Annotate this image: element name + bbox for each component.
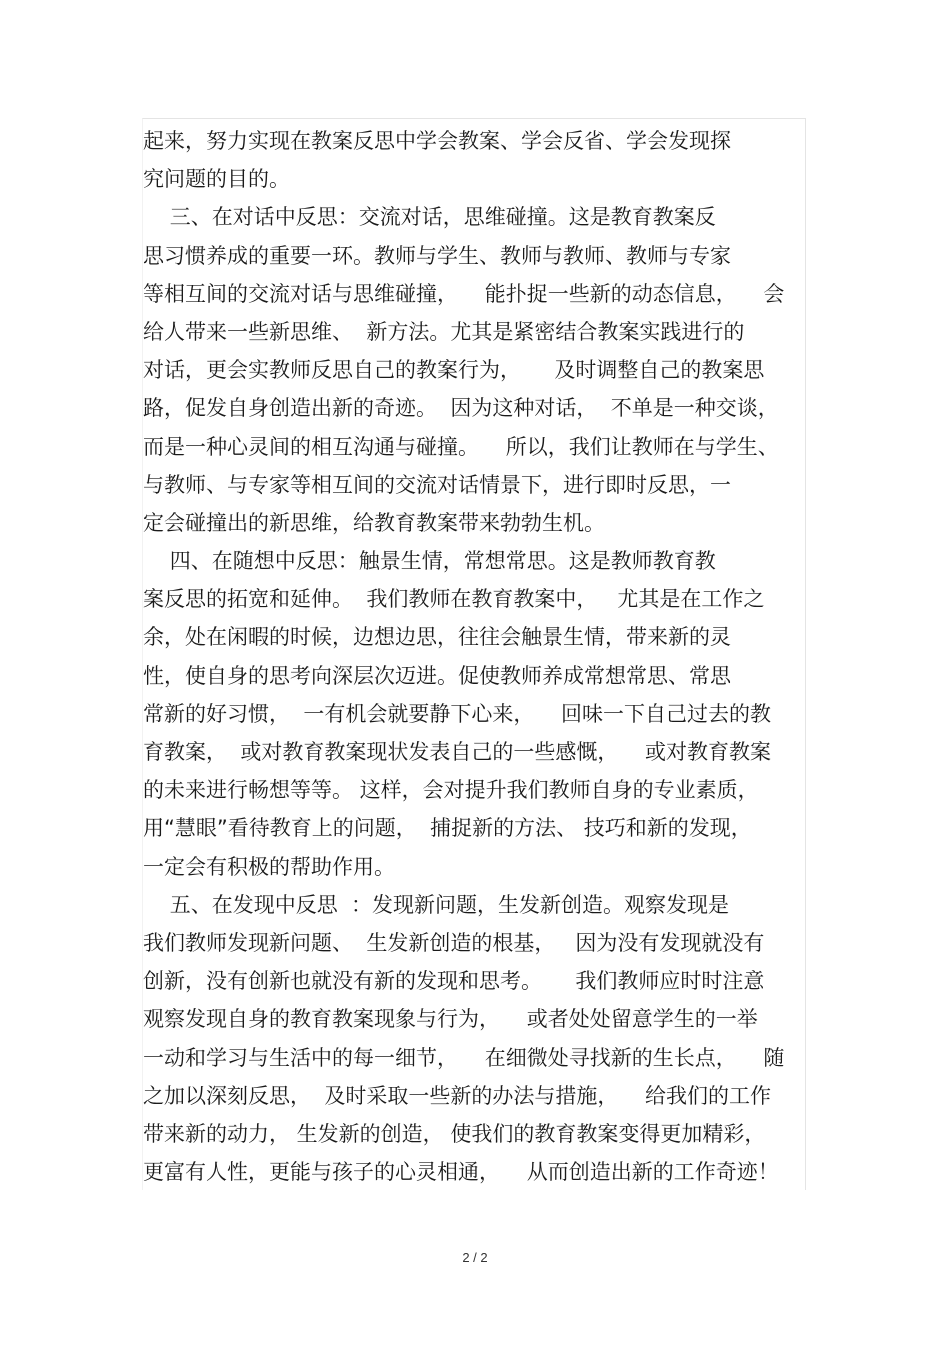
text-line: 对话，更会实教师反思自己的教案行为， 及时调整自己的教案思 (143, 358, 765, 383)
text-line: 而是一种心灵间的相互沟通与碰撞。 所以，我们让教师在与学生、 (143, 434, 779, 459)
text-line: 创新，没有创新也就没有新的发现和思考。 我们教师应时时注意 (143, 969, 765, 994)
text-line: 案反思的拓宽和延伸。 我们教师在教育教案中， 尤其是在工作之 (143, 587, 765, 612)
text-line: 等相互间的交流对话与思维碰撞， 能扑捉一些新的动态信息， 会 (143, 281, 785, 306)
text-line: 带来新的动力， 生发新的创造， 使我们的教育教案变得更加精彩， (143, 1121, 766, 1146)
text-line: 之加以深刻反思， 及时采取一些新的办法与措施， 给我们的工作 (143, 1083, 772, 1108)
text-line: 给人带来一些新思维、 新方法。尤其是紧密结合教案实践进行的 (143, 319, 745, 344)
text-line: 究问题的目的。 (143, 167, 290, 192)
text-line: 余，处在闲暇的时候，边想边思，往往会触景生情，带来新的灵 (143, 625, 731, 650)
text-line: 路，促发自身创造出新的奇迹。 因为这种对话， 不单是一种交谈， (143, 396, 779, 421)
text-line: 定会碰撞出的新思维，给教育教案带来勃勃生机。 (143, 510, 605, 535)
text-line: 的未来进行畅想等等。 这样，会对提升我们教师自身的专业素质， (143, 778, 759, 803)
page-number: 2 / 2 (462, 1250, 488, 1265)
text-line: 我们教师发现新问题、 生发新创造的根基， 因为没有发现就没有 (143, 930, 765, 955)
text-line: 一动和学习与生活中的每一细节， 在细微处寻找新的生长点， 随 (143, 1045, 785, 1070)
document-body (143, 122, 805, 1191)
text-line: 与教师、与专家等相互间的交流对话情景下，进行即时反思，一 (143, 472, 731, 497)
paragraph-heading-line: 三、在对话中反思：交流对话，思维碰撞。这是教育教案反 (143, 205, 716, 230)
text-line: 用“慧眼”看待教育上的问题， 捕捉新的方法、 技巧和新的发现， (143, 816, 752, 841)
text-line: 起来，努力实现在教案反思中学会教案、学会反省、学会发现探 (143, 129, 731, 153)
text-line: 一定会有积极的帮助作用。 (143, 854, 395, 879)
paragraph-heading-line: 四、在随想中反思：触景生情，常想常思。这是教师教育教 (143, 549, 716, 574)
paragraph-heading-line: 五、在发现中反思 ：发现新问题，生发新创造。观察发现是 (143, 892, 730, 917)
text-line: 更富有人性，更能与孩子的心灵相通， 从而创造出新的工作奇迹！ (143, 1160, 779, 1185)
text-line: 育教案， 或对教育教案现状发表自己的一些感慨， 或对教育教案 (143, 740, 772, 764)
text-line: 观察发现自身的教育教案现象与行为， 或者处处留意学生的一举 (143, 1007, 758, 1032)
text-line: 性，使自身的思考向深层次迈进。促使教师养成常想常思、常思 (143, 663, 731, 688)
text-line: 常新的好习惯， 一有机会就要静下心来， 回味一下自己过去的教 (143, 701, 772, 726)
text-line: 思习惯养成的重要一环。教师与学生、教师与教师、教师与专家 (143, 243, 731, 268)
